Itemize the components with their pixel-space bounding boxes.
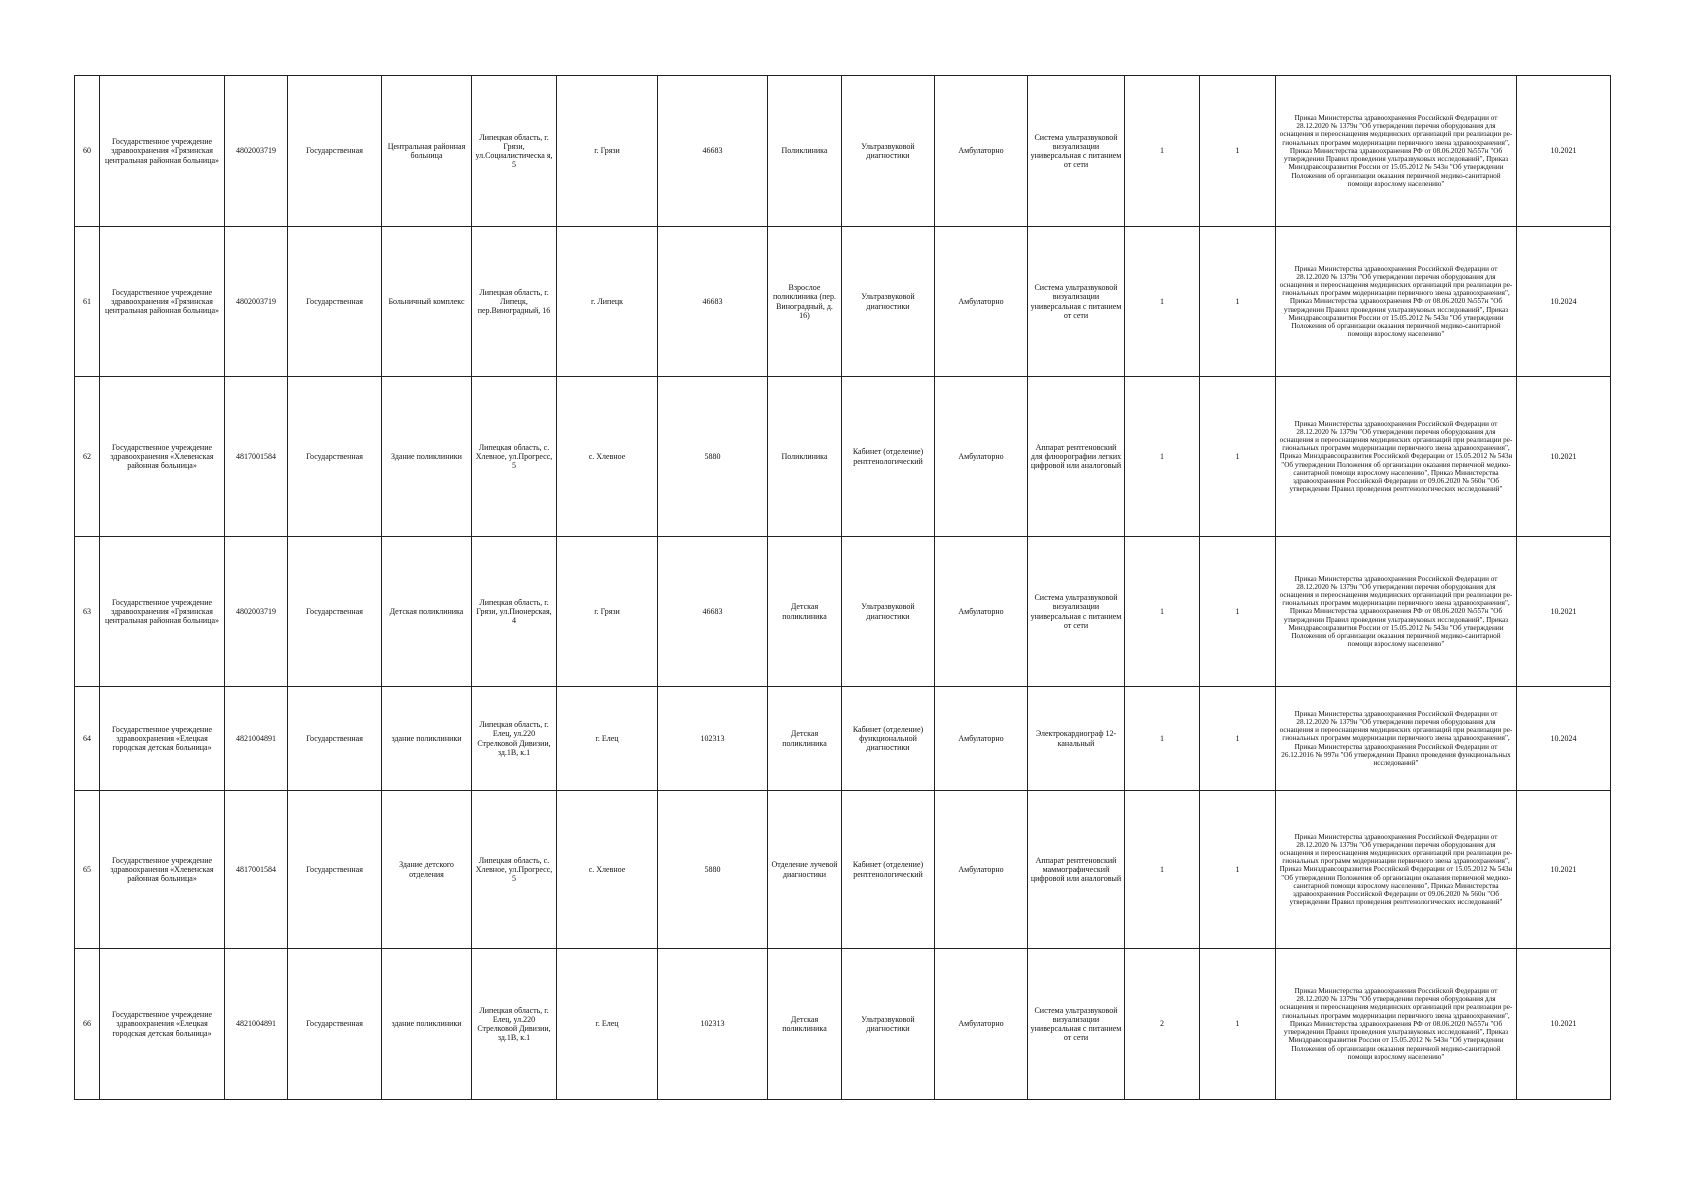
need-count: 1 (1125, 227, 1200, 377)
table-row (75, 227, 1611, 377)
address: Липецкая область, с. Хлевное, ул.Прогресс, 5 (472, 377, 557, 537)
row-number: 66 (75, 949, 100, 1100)
legal-basis: Приказ Министерства здравоохранения Российской Федерации от 28.12.2020 № 1379н "Об утверждении перечня оборудования для оснащения и переоснащения медицинских организаций при реализации ре-гиональных программ модернизации первичного звена здравоохранения", Приказ Министерства здравоохранения РФ от 08.06.2020 №557н "Об утверждении Правил проведения ультразвуковых исследований", Приказ Минздравсоцразвития России от 15.05.2012 № 543н "Об утверждении Положения об организации оказания первичной медико-санитарной помощи взрослому населению" (1276, 76, 1517, 227)
unit: Детская поликлиника (768, 949, 842, 1100)
ownership-form: Государственная (288, 949, 382, 1100)
date: 10.2021 (1517, 791, 1611, 949)
equipment: Аппарат рентгеновский маммографический цифровой или аналоговый (1028, 791, 1125, 949)
need-count: 2 (1125, 949, 1200, 1100)
locality: г. Липецк (557, 227, 658, 377)
organization-name: Государственное учреждение здравоохранения «Елецкая городская детская больница» (100, 949, 225, 1100)
table-row (75, 949, 1611, 1100)
care-type: Амбулаторно (935, 76, 1028, 227)
quantity: 1 (1200, 791, 1276, 949)
equipment: Система ультразвуковой визуализации универсальная с питанием от сети (1028, 227, 1125, 377)
division: Ультразвуковой диагностики (842, 949, 935, 1100)
ownership-form: Государственная (288, 377, 382, 537)
division: Кабинет (отделение) рентгенологический (842, 791, 935, 949)
care-type: Амбулаторно (935, 537, 1028, 687)
population: 46683 (658, 537, 768, 687)
equipment: Система ультразвуковой визуализации универсальная с питанием от сети (1028, 537, 1125, 687)
locality: г. Грязи (557, 537, 658, 687)
quantity: 1 (1200, 76, 1276, 227)
organization-name: Государственное учреждение здравоохранения «Грязинская центральная районная больница» (100, 76, 225, 227)
date: 10.2021 (1517, 537, 1611, 687)
population: 102313 (658, 949, 768, 1100)
inn: 4817001584 (225, 377, 288, 537)
division: Кабинет (отделение) функциональной диагностики (842, 687, 935, 791)
address: Липецкая область, г. Липецк, пер.Виноградный, 16 (472, 227, 557, 377)
locality: г. Елец (557, 687, 658, 791)
table-row (75, 537, 1611, 687)
ownership-form: Государственная (288, 76, 382, 227)
row-number: 63 (75, 537, 100, 687)
building: Здание поликлиники (382, 377, 472, 537)
organization-name: Государственное учреждение здравоохранения «Хлевенская районная больница» (100, 791, 225, 949)
unit: Отделение лучевой диагностики (768, 791, 842, 949)
organization-name: Государственное учреждение здравоохранения «Грязинская центральная районная больница» (100, 537, 225, 687)
date: 10.2021 (1517, 377, 1611, 537)
quantity: 1 (1200, 377, 1276, 537)
unit: Детская поликлиника (768, 687, 842, 791)
building: Центральная районная больница (382, 76, 472, 227)
legal-basis: Приказ Министерства здравоохранения Российской Федерации от 28.12.2020 № 1379н "Об утверждении перечня оборудования для оснащения и переоснащения медицинских организаций при реализации ре-гиональных программ модернизации первичного звена здравоохранения", Приказ Министерства здравоохранения РФ от 08.06.2020 №557н "Об утверждении Правил проведения ультразвуковых исследований", Приказ Минздравсоцразвития России от 15.05.2012 № 543н "Об утверждении Положения об организации оказания первичной медико-санитарной помощи взрослому населению" (1276, 537, 1517, 687)
inn: 4817001584 (225, 791, 288, 949)
row-number: 62 (75, 377, 100, 537)
care-type: Амбулаторно (935, 791, 1028, 949)
inn: 4802003719 (225, 537, 288, 687)
legal-basis: Приказ Министерства здравоохранения Российской Федерации от 28.12.2020 № 1379н "Об утверждении перечня оборудования для оснащения и переоснащения медицинских организаций при реализации ре-гиональных программ модернизации первичного звена здравоохранения", Приказ Министерства здравоохранения РФ от 08.06.2020 №557н "Об утверждении Правил проведения ультразвуковых исследований", Приказ Минздравсоцразвития России от 15.05.2012 № 543н "Об утверждении Положения об организации оказания первичной медико-санитарной помощи взрослому населению" (1276, 227, 1517, 377)
inn: 4802003719 (225, 76, 288, 227)
equipment: Система ультразвуковой визуализации универсальная с питанием от сети (1028, 76, 1125, 227)
care-type: Амбулаторно (935, 227, 1028, 377)
need-count: 1 (1125, 76, 1200, 227)
population: 5880 (658, 791, 768, 949)
table-row (75, 76, 1611, 227)
legal-basis: Приказ Министерства здравоохранения Российской Федерации от 28.12.2020 № 1379н "Об утверждении перечня оборудования для оснащения и переоснащения медицинских организаций при реализации ре-гиональных программ модернизации первичного звена здравоохранения", Приказ Министерства здравоохранения Российской Федерации от 26.12.2016 № 997н "Об утверждении Правил проведения функциональных исследований" (1276, 687, 1517, 791)
address: Липецкая область, г. Грязи, ул.Пионерская, 4 (472, 537, 557, 687)
row-number: 60 (75, 76, 100, 227)
ownership-form: Государственная (288, 687, 382, 791)
inn: 4802003719 (225, 227, 288, 377)
building: Детская поликлиника (382, 537, 472, 687)
address: Липецкая область, г. Грязи, ул.Социалистическа я, 5 (472, 76, 557, 227)
division: Кабинет (отделение) рентгенологический (842, 377, 935, 537)
locality: с. Хлевное (557, 791, 658, 949)
equipment: Электрокардиограф 12-канальный (1028, 687, 1125, 791)
care-type: Амбулаторно (935, 949, 1028, 1100)
unit: Детская поликлиника (768, 537, 842, 687)
date: 10.2024 (1517, 687, 1611, 791)
locality: г. Елец (557, 949, 658, 1100)
division: Ультразвуковой диагностики (842, 227, 935, 377)
care-type: Амбулаторно (935, 377, 1028, 537)
need-count: 1 (1125, 687, 1200, 791)
organization-name: Государственное учреждение здравоохранения «Грязинская центральная районная больница» (100, 227, 225, 377)
population: 102313 (658, 687, 768, 791)
date: 10.2021 (1517, 76, 1611, 227)
ownership-form: Государственная (288, 537, 382, 687)
unit: Поликлиника (768, 377, 842, 537)
equipment: Аппарат рентгеновский для флюорографии легких цифровой или аналоговый (1028, 377, 1125, 537)
equipment-table-sheet (74, 75, 1611, 1100)
need-count: 1 (1125, 537, 1200, 687)
table-row (75, 377, 1611, 537)
need-count: 1 (1125, 791, 1200, 949)
quantity: 1 (1200, 227, 1276, 377)
legal-basis: Приказ Министерства здравоохранения Российской Федерации от 28.12.2020 № 1379н "Об утверждении перечня оборудования для оснащения и переоснащения медицинских организаций при реализации ре-гиональных программ модернизации первичного звена здравоохранения", Приказ Минздравсоцразвития Российской Федерации от 15.05.2012 № 543н "Об утверждении Положения об организации оказания первичной медико-санитарной помощи взрослому населению", Приказ Министерства здравоохранения Российской Федерации от 09.06.2020 № 560н "Об утверждении Правил проведения рентгенологических исследований" (1276, 791, 1517, 949)
ownership-form: Государственная (288, 227, 382, 377)
division: Ультразвуковой диагностики (842, 76, 935, 227)
locality: г. Грязи (557, 76, 658, 227)
care-type: Амбулаторно (935, 687, 1028, 791)
quantity: 1 (1200, 537, 1276, 687)
population: 46683 (658, 76, 768, 227)
row-number: 61 (75, 227, 100, 377)
table-row (75, 687, 1611, 791)
address: Липецкая область, г. Елец, ул.220 Стрелковой Дивизии, зд.1В, к.1 (472, 949, 557, 1100)
legal-basis: Приказ Министерства здравоохранения Российской Федерации от 28.12.2020 № 1379н "Об утверждении перечня оборудования для оснащения и переоснащения медицинских организаций при реализации ре-гиональных программ модернизации первичного звена здравоохранения", Приказ Министерства здравоохранения РФ от 08.06.2020 №557н "Об утверждении Правил проведения ультразвуковых исследований", Приказ Минздравсоцразвития России от 15.05.2012 № 543н "Об утверждении Положения об организации оказания первичной медико-санитарной помощи взрослому населению" (1276, 949, 1517, 1100)
address: Липецкая область, г. Елец, ул.220 Стрелковой Дивизии, зд.1В, к.1 (472, 687, 557, 791)
division: Ультразвуковой диагностики (842, 537, 935, 687)
building: Больничный комплекс (382, 227, 472, 377)
ownership-form: Государственная (288, 791, 382, 949)
date: 10.2024 (1517, 227, 1611, 377)
row-number: 65 (75, 791, 100, 949)
locality: с. Хлевное (557, 377, 658, 537)
quantity: 1 (1200, 949, 1276, 1100)
building: здание поликлиники (382, 949, 472, 1100)
inn: 4821004891 (225, 687, 288, 791)
unit: Поликлиника (768, 76, 842, 227)
organization-name: Государственное учреждение здравоохранения «Хлевенская районная больница» (100, 377, 225, 537)
equipment: Система ультразвуковой визуализации универсальная с питанием от сети (1028, 949, 1125, 1100)
date: 10.2021 (1517, 949, 1611, 1100)
unit: Взрослое поликлиника (пер. Виноградный, д. 16) (768, 227, 842, 377)
need-count: 1 (1125, 377, 1200, 537)
equipment-table (74, 75, 1611, 1100)
legal-basis: Приказ Министерства здравоохранения Российской Федерации от 28.12.2020 № 1379н "Об утверждении перечня оборудования для оснащения и переоснащения медицинских организаций при реализации ре-гиональных программ модернизации первичного звена здравоохранения", Приказ Минздравсоцразвития Российской Федерации от 15.05.2012 № 543н "Об утверждении Положения об организации оказания первичной медико-санитарной помощи взрослому населению", Приказ Министерства здравоохранения Российской Федерации от 09.06.2020 № 560н "Об утверждении Правил проведения рентгенологических исследований" (1276, 377, 1517, 537)
row-number: 64 (75, 687, 100, 791)
quantity: 1 (1200, 687, 1276, 791)
table-row (75, 791, 1611, 949)
address: Липецкая область, с. Хлевное, ул.Прогресс, 5 (472, 791, 557, 949)
population: 5880 (658, 377, 768, 537)
building: Здание детского отделения (382, 791, 472, 949)
building: здание поликлиники (382, 687, 472, 791)
organization-name: Государственное учреждение здравоохранения «Елецкая городская детская больница» (100, 687, 225, 791)
population: 46683 (658, 227, 768, 377)
inn: 4821004891 (225, 949, 288, 1100)
